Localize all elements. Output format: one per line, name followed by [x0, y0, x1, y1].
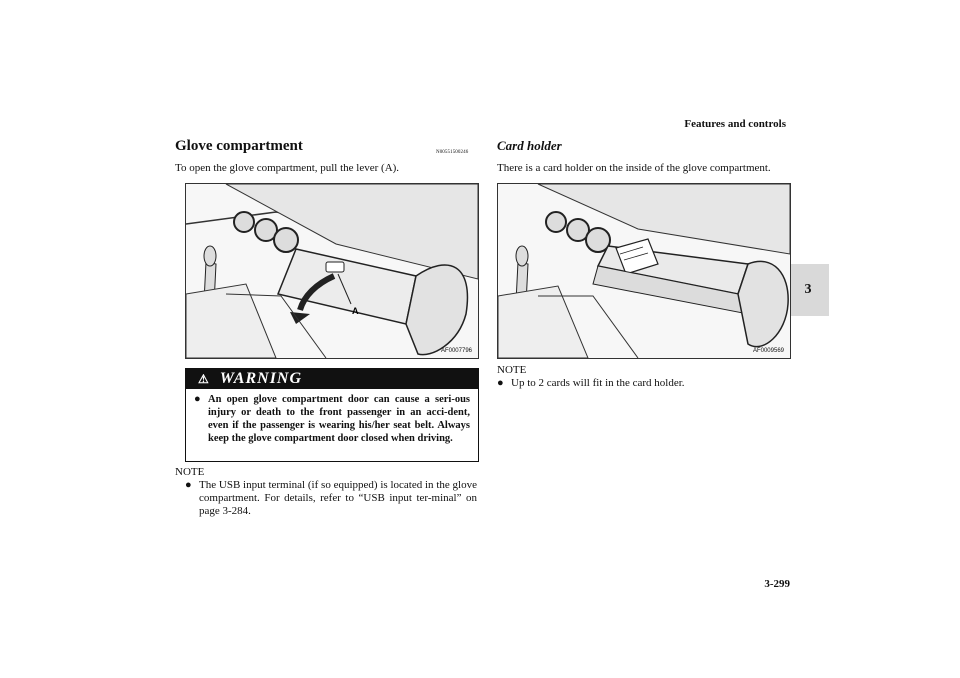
note-text: The USB input terminal (if so equipped) is located in the glove compartment. For details, refer to “USB input ter-minal” on page 3-284.: [199, 479, 477, 517]
card-holder-intro-text: There is a card holder on the inside of the glove compartment.: [497, 162, 771, 174]
reference-code: N00551500246: [436, 150, 469, 155]
card-holder-heading: Card holder: [497, 138, 562, 153]
glove-compartment-heading: Glove compartment: [175, 138, 303, 154]
warning-text: An open glove compartment door can cause a seri-ous injury or death to the front passenger in an acci-dent, even if the passenger is wearing his/her seat belt. Always keep the glove compartment door closed when driving.: [208, 394, 470, 444]
lever-label-a: A: [352, 306, 359, 316]
warning-icon: ⚠: [198, 371, 210, 386]
warning-header: [186, 369, 478, 389]
note-item: [497, 377, 789, 390]
glove-compartment-figure: [185, 183, 479, 359]
section-title: Features and controls: [684, 118, 786, 130]
warning-box: [185, 368, 479, 462]
glove-intro-text: To open the glove compartment, pull the lever (A).: [175, 162, 400, 174]
page-number: 3-299: [764, 578, 790, 590]
card-holder-illustration: [498, 184, 790, 358]
chapter-tab: 3: [787, 264, 829, 316]
bullet-icon: ●: [185, 479, 192, 491]
bullet-icon: ●: [497, 377, 504, 389]
glove-compartment-illustration: [186, 184, 478, 358]
note-item: [185, 479, 477, 518]
bullet-icon: ●: [194, 393, 201, 405]
card-holder-figure: [497, 183, 791, 359]
figure-code: AF0009569: [752, 348, 784, 354]
note-label: NOTE: [175, 466, 205, 478]
warning-title: WARNING: [219, 370, 303, 387]
note-label: NOTE: [497, 364, 527, 376]
figure-code: AF0007796: [440, 348, 472, 354]
note-text: Up to 2 cards will fit in the card holder.: [511, 377, 685, 389]
